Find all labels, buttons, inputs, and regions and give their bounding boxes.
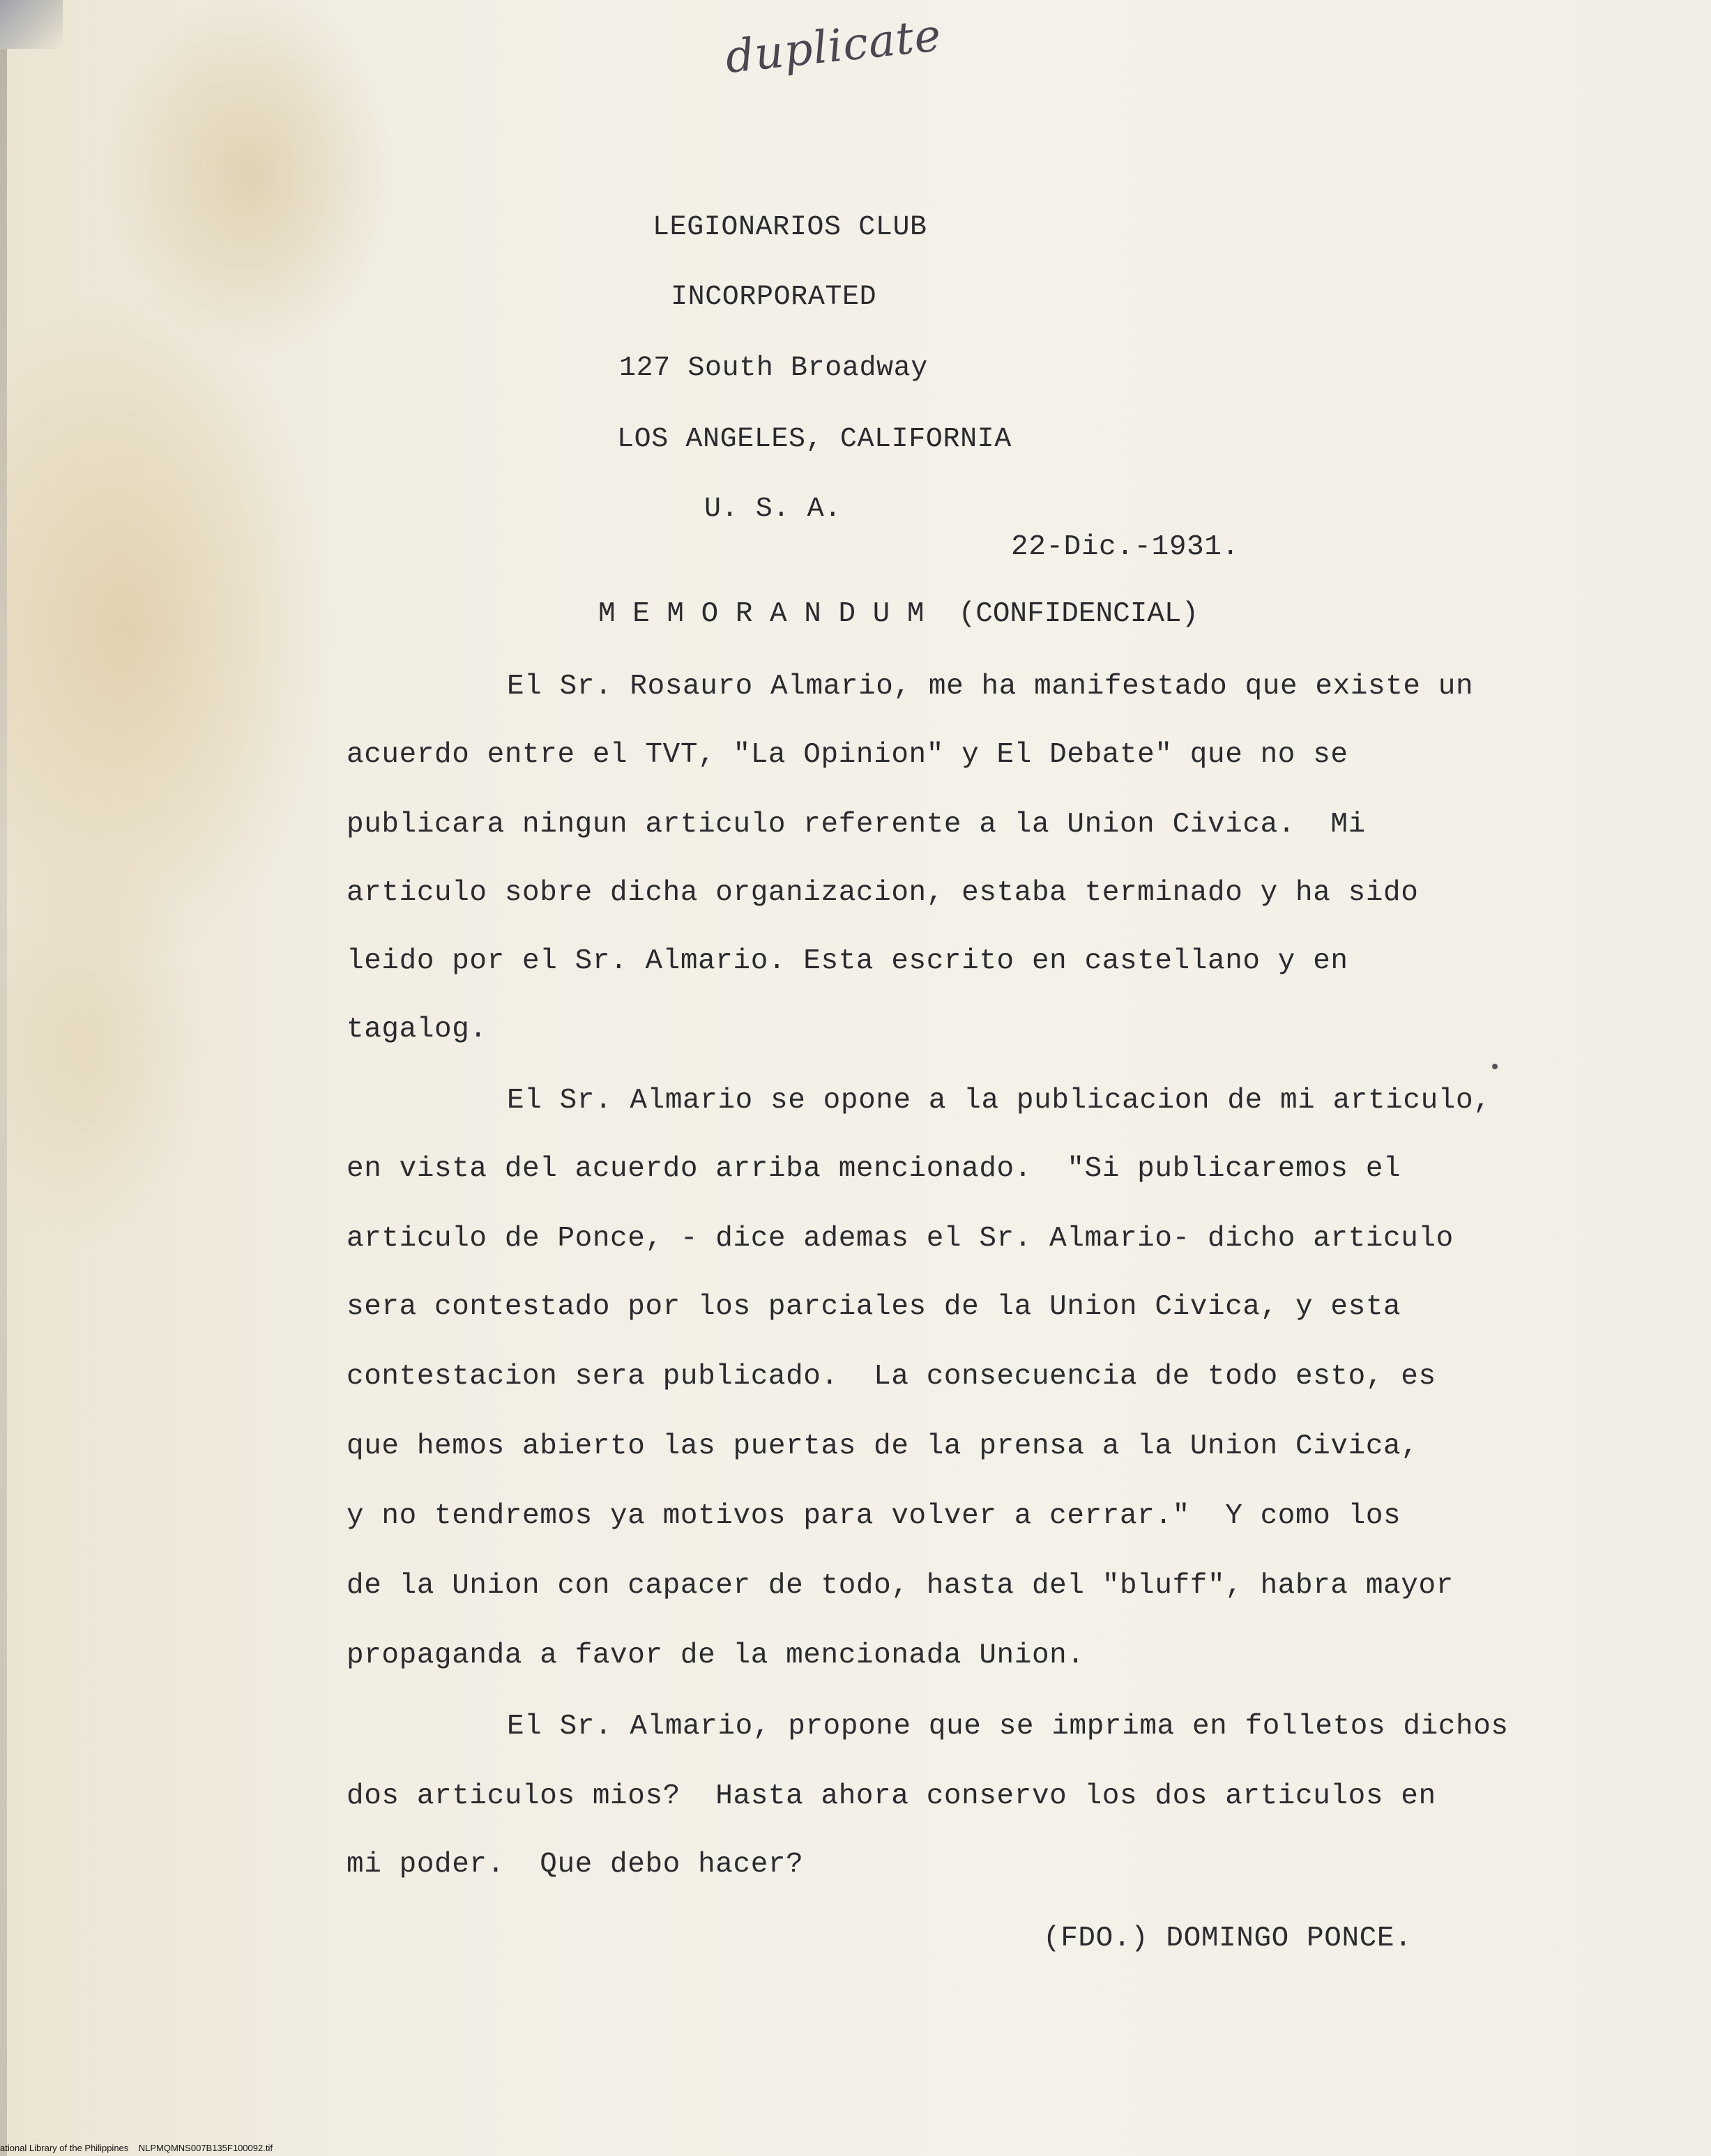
letterhead-club-name: LEGIONARIOS CLUB	[653, 212, 927, 243]
letterhead-incorporated: INCORPORATED	[671, 282, 877, 313]
paragraph3-line2: dos articulos mios? Hasta ahora conservo los dos articulos en	[347, 1780, 1436, 1812]
paragraph2-line8: de la Union con capacer de todo, hasta del "bluff", habra mayor	[347, 1570, 1454, 1602]
paragraph2-line2: en vista del acuerdo arriba mencionado. "Si publicaremos el	[347, 1153, 1401, 1185]
paragraph2-line9: propaganda a favor de la mencionada Union.	[347, 1639, 1085, 1672]
paragraph1-line2: acuerdo entre el TVT, "La Opinion" y El Debate" que no se	[347, 739, 1348, 771]
paragraph3-line3: mi poder. Que debo hacer?	[347, 1849, 804, 1881]
paragraph1-line1: El Sr. Rosauro Almario, me ha manifestado que existe un	[507, 671, 1474, 703]
archive-footer-caption: ational Library of the Philippines NLPMQMNS007B135F100092.tif	[0, 2143, 273, 2153]
paragraph3-line1: El Sr. Almario, propone que se imprima en folletos dichos	[507, 1711, 1509, 1743]
memo-date: 22-Dic.-1931.	[1011, 531, 1240, 563]
memo-title: M E M O R A N D U M (CONFIDENCIAL)	[598, 598, 1199, 630]
ink-speck	[1492, 1064, 1498, 1069]
letterhead-country: U. S. A.	[704, 494, 842, 525]
signature-line: (FDO.) DOMINGO PONCE.	[1043, 1922, 1413, 1955]
paragraph2-line6: que hemos abierto las puertas de la prensa a la Union Civica,	[347, 1430, 1419, 1462]
page-edge-shadow	[0, 0, 7, 2156]
torn-corner	[0, 0, 63, 49]
paragraph1-line6: tagalog.	[347, 1014, 487, 1046]
paragraph2-line4: sera contestado por los parciales de la Union Civica, y esta	[347, 1291, 1401, 1323]
paragraph2-line3: articulo de Ponce, - dice ademas el Sr. Almario- dicho articulo	[347, 1223, 1454, 1255]
paragraph2-line7: y no tendremos ya motivos para volver a cerrar." Y como los	[347, 1500, 1401, 1532]
paragraph1-line4: articulo sobre dicha organizacion, estaba terminado y ha sido	[347, 877, 1419, 909]
paragraph1-line3: publicara ningun articulo referente a la Union Civica. Mi	[347, 809, 1366, 841]
handwritten-duplicate-note: duplicate	[722, 9, 944, 84]
paragraph2-line1: El Sr. Almario se opone a la publicacion de mi articulo,	[507, 1085, 1491, 1117]
paragraph1-line5: leido por el Sr. Almario. Esta escrito en castellano y en	[347, 945, 1348, 977]
paragraph2-line5: contestacion sera publicado. La consecuencia de todo esto, es	[347, 1361, 1436, 1393]
letterhead-city-state: LOS ANGELES, CALIFORNIA	[617, 424, 1012, 455]
letterhead-street-address: 127 South Broadway	[619, 353, 928, 384]
